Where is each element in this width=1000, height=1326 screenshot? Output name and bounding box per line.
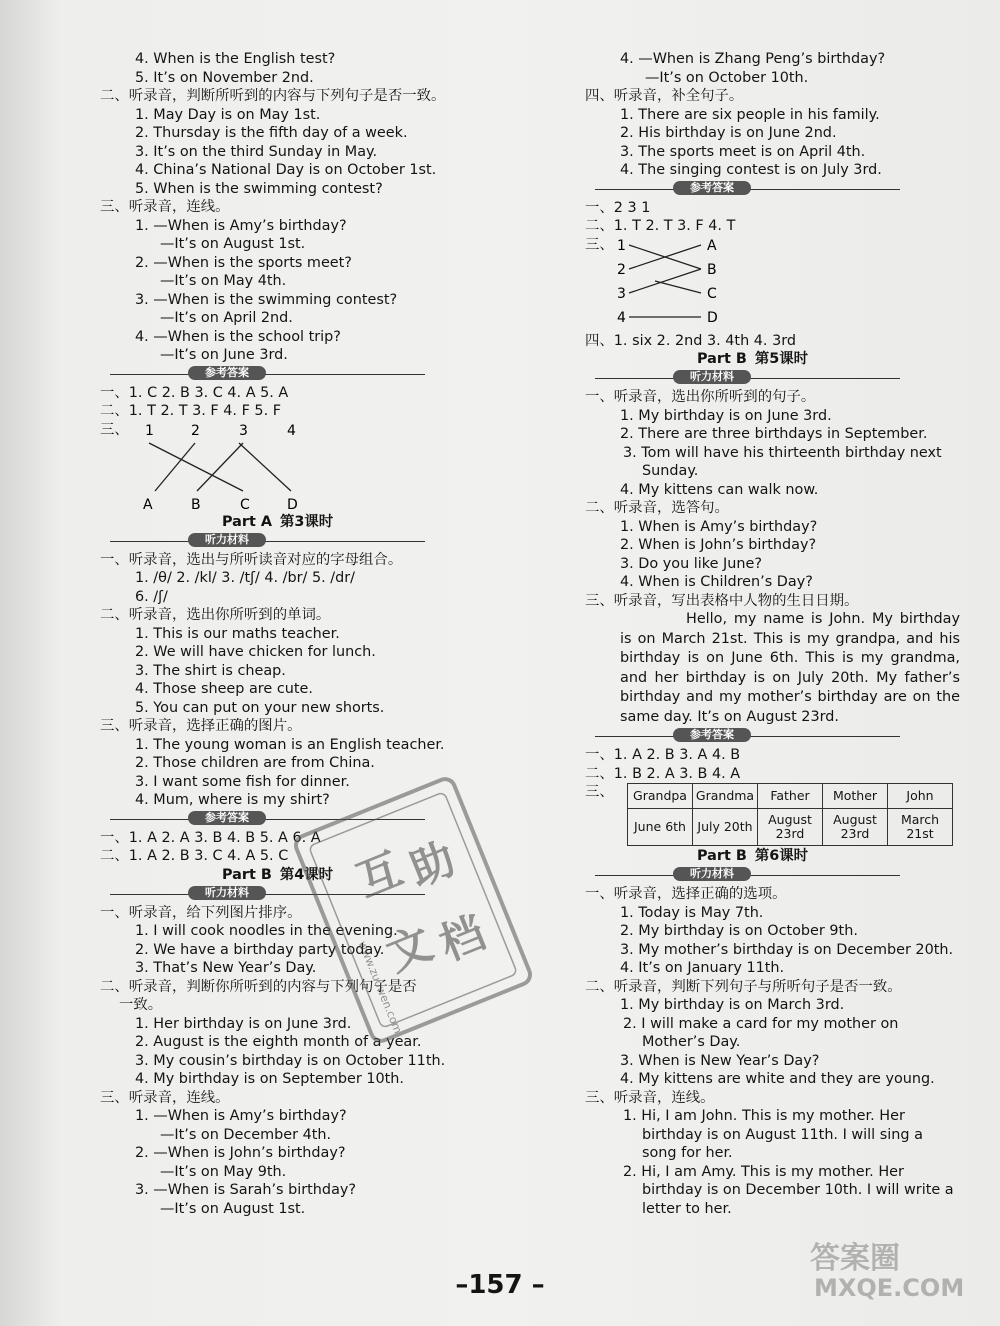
- listening-badge: 听力材料: [673, 867, 751, 881]
- listening-badge: 听力材料: [673, 370, 751, 384]
- text-line: —It’s on August 1st.: [160, 236, 306, 252]
- part-heading: [100, 513, 485, 532]
- section-title: 一、听录音，选出与所听读音对应的字母组合。: [100, 551, 403, 568]
- text-line: 4. The singing contest is on July 3rd.: [620, 162, 882, 178]
- text-line: 3. I want some fish for dinner.: [135, 773, 350, 790]
- divider-line: [110, 541, 425, 542]
- answer-line: 二、1. T 2. T 3. F 4. T: [585, 218, 736, 234]
- text-line: —It’s on May 9th.: [160, 1163, 287, 1180]
- part-heading: [585, 847, 960, 866]
- text-line: 1. The young woman is an English teacher.: [135, 736, 445, 753]
- match-line: [239, 443, 291, 491]
- text-line: 3. Do you like June?: [620, 555, 763, 572]
- section-title: 二、听录音，判断所听到的内容与下列句子是否一致。: [100, 88, 446, 104]
- match-letter: D: [707, 309, 718, 326]
- text-line: 2. August is the eighth month of a year.: [135, 1034, 422, 1050]
- text-line: 4. When is Children’s Day?: [620, 574, 813, 590]
- text-line: 2. We have a birthday party today.: [135, 941, 385, 958]
- section-title: 三、听录音，连线。: [100, 199, 230, 215]
- text-line: 1. My birthday is on March 3rd.: [620, 997, 845, 1013]
- text-line: 3. It’s on the third Sunday in May.: [135, 143, 378, 160]
- answer-line: 四、1. six 2. 2nd 3. 4th 4. 3rd: [585, 332, 797, 349]
- match-number: 3: [617, 285, 626, 302]
- part-heading: [585, 350, 960, 369]
- matching-diagram: [100, 421, 485, 513]
- match-line: [629, 269, 701, 293]
- answer-table-wrap: [585, 783, 960, 847]
- match-number: 1: [617, 237, 626, 254]
- match-number: 1: [145, 422, 154, 439]
- text-line: 4. —When is Zhang Peng’s birthday?: [620, 51, 886, 67]
- table-cell: July 20th: [693, 809, 758, 846]
- match-line: [149, 443, 243, 491]
- table-header: Grandpa: [628, 784, 693, 809]
- stamp-seal: [288, 770, 538, 1050]
- text-line: —It’s on June 3rd.: [160, 347, 288, 363]
- text-line: —It’s on December 4th.: [160, 1126, 332, 1143]
- answer-line: 一、1. A 2. B 3. A 4. B: [585, 747, 741, 763]
- text-line: 1. Her birthday is on June 3rd.: [135, 1015, 352, 1032]
- text-line: 1. /θ/ 2. /kl/ 3. /tʃ/ 4. /br/ 5. /dr/: [135, 570, 356, 586]
- text-line: 5. You can put on your new shorts.: [135, 699, 385, 716]
- answers-badge: 参考答案: [188, 811, 266, 825]
- section-title: 三、听录音，连线。: [585, 1089, 715, 1106]
- right-column: [585, 50, 960, 1218]
- listening-badge: 听力材料: [188, 533, 266, 547]
- text-line: 3. —When is the swimming contest?: [135, 291, 398, 308]
- text-line: 4. Those sheep are cute.: [135, 681, 313, 697]
- section-title: 二、听录音，选出你所听到的单词。: [100, 607, 331, 623]
- listening-badge: 听力材料: [188, 886, 266, 900]
- text-line: 2. Hi, I am Amy. This is my mother. Her birthday is on December 10th. I will write a letter to her.: [623, 1163, 954, 1217]
- text-line: 4. My birthday is on September 10th.: [135, 1071, 405, 1087]
- section-title: 一、听录音，选择正确的选项。: [585, 886, 787, 902]
- answers-divider: [585, 180, 960, 199]
- watermark-url: MXQE.COM: [814, 1274, 965, 1302]
- text-line: 3. When is New Year’s Day?: [620, 1052, 820, 1069]
- text-line: 3. My cousin’s birthday is on October 11th.: [135, 1052, 446, 1069]
- match-line: [155, 443, 195, 491]
- text-line: 1. This is our maths teacher.: [135, 625, 340, 642]
- answers-badge: 参考答案: [188, 366, 266, 380]
- lesson-label: 第4课时: [279, 866, 334, 883]
- text-line: 3. —When is Sarah’s birthday?: [135, 1182, 357, 1198]
- text-line: 4. My kittens are white and they are young.: [620, 1071, 935, 1087]
- table-header: Mother: [823, 784, 888, 809]
- part-label: Part B: [222, 866, 272, 883]
- table-header: Grandma: [693, 784, 758, 809]
- text-line: 3. My mother’s birthday is on December 20th.: [620, 941, 954, 958]
- stamp-char: 互: [349, 843, 410, 908]
- section-title: 三、听录音，选择正确的图片。: [100, 718, 302, 734]
- answer-line: 一、1. C 2. B 3. C 4. A 5. A: [100, 384, 289, 401]
- text-line: 4. China’s National Day is on October 1st.: [135, 162, 437, 178]
- answers-badge: 参考答案: [673, 728, 751, 742]
- text-line: 3. The shirt is cheap.: [135, 662, 286, 679]
- match-letter: B: [707, 261, 717, 278]
- answer-label: 三、: [100, 421, 129, 438]
- match-letter: B: [191, 496, 201, 513]
- answers-divider: [100, 365, 485, 384]
- stamp-char: 文: [379, 917, 440, 982]
- lesson-label: 第3课时: [280, 513, 334, 530]
- text-line: 3. The sports meet is on April 4th.: [620, 143, 866, 160]
- text-line: 4. —When is the school trip?: [135, 328, 341, 345]
- stamp-char: 助: [402, 833, 463, 897]
- answers-badge: 参考答案: [673, 181, 751, 195]
- text-line: 4. Mum, where is my shirt?: [135, 792, 330, 808]
- text-line: —It’s on October 10th.: [645, 69, 809, 86]
- text-line: 2. —When is the sports meet?: [135, 254, 352, 271]
- answer-line: 二、1. B 2. A 3. B 4. A: [585, 765, 741, 782]
- section-title: 一、听录音，给下列图片排序。: [100, 904, 302, 921]
- text-line: 4. It’s on January 11th.: [620, 960, 785, 976]
- matching-lines: [615, 236, 775, 332]
- matching-diagram: [585, 236, 960, 332]
- answer-table: [627, 783, 953, 846]
- text-line: 2. There are three birthdays in September.: [620, 426, 928, 442]
- text-line: —It’s on May 4th.: [160, 273, 287, 289]
- match-letter: A: [707, 237, 717, 254]
- match-number: 2: [191, 422, 200, 439]
- matching-lines: [135, 421, 395, 513]
- part-label: Part B: [697, 351, 747, 367]
- answer-label: 三、: [585, 784, 614, 800]
- text-line: 2. —When is John’s birthday?: [135, 1145, 346, 1161]
- match-letter: C: [240, 496, 250, 513]
- stamp-url: www.zuowen.com: [355, 939, 405, 1036]
- section-title: 四、听录音，补全句子。: [585, 88, 744, 104]
- text-line: 3. That’s New Year’s Day.: [135, 960, 317, 976]
- match-line: [197, 443, 243, 491]
- text-line: 1. I will cook noodles in the evening.: [135, 923, 398, 939]
- match-line: [195, 443, 291, 491]
- answers-divider: [585, 727, 960, 746]
- table-cell: June 6th: [628, 809, 693, 846]
- match-number: 4: [617, 309, 626, 326]
- text-line: 2. Thursday is the fifth day of a week.: [135, 125, 408, 141]
- answer-label: 三、: [585, 236, 614, 253]
- lesson-label: 第6课时: [754, 848, 809, 864]
- match-letter: D: [287, 496, 298, 513]
- table-cell: March 21st: [888, 809, 953, 846]
- text-line: 1. May Day is on May 1st.: [135, 106, 321, 123]
- passage: Hello, my name is John. My birthday is on March 21st. This is my grandpa, and his birthday is on June 6th. This is my grandma, and her birthday is on July 20th. My father’s birthday and my mother’s birthday are on the same day. It’s on August 23rd.: [620, 611, 960, 725]
- text-line: 1. My birthday is on June 3rd.: [620, 407, 832, 424]
- text-line: 4. My kittens can walk now.: [620, 481, 819, 498]
- text-line: 1. Today is May 7th.: [620, 904, 764, 921]
- page-number: –157 –: [455, 1270, 545, 1300]
- section-title: 二、听录音，判断你所听到的内容与下列句子是否: [100, 978, 417, 995]
- text-line: —It’s on April 2nd.: [160, 310, 293, 326]
- section-title: 二、听录音，判断下列句子与所听句子是否一致。: [585, 978, 902, 995]
- stamp-char: 档: [432, 907, 493, 971]
- match-letter: A: [143, 496, 153, 513]
- text-line: 5. It’s on November 2nd.: [135, 69, 314, 86]
- text-line: 2. I will make a card for my mother on Mother’s Day.: [623, 1015, 899, 1050]
- section-title: 二、听录音，选答句。: [585, 500, 729, 516]
- table-header: Father: [758, 784, 823, 809]
- divider-line: [110, 374, 425, 375]
- listening-divider: [585, 866, 960, 885]
- text-line: 3. Tom will have his thirteenth birthday next Sunday.: [623, 444, 942, 479]
- table-header: John: [888, 784, 953, 809]
- answer-line: 二、1. A 2. B 3. C 4. A 5. C: [100, 848, 289, 864]
- answer-line: 一、2 3 1: [585, 199, 651, 216]
- text-line: —It’s on August 1st.: [160, 1200, 306, 1217]
- watermark-title: 答案圈: [810, 1241, 900, 1276]
- part-label: Part B: [697, 848, 747, 864]
- text-line: 1. —When is Amy’s birthday?: [135, 217, 347, 234]
- text-line: 2. Those children are from China.: [135, 755, 375, 771]
- listening-divider: [585, 369, 960, 388]
- text-line: 4. When is the English test?: [135, 51, 336, 67]
- listening-divider: [100, 532, 485, 551]
- match-number: 2: [617, 261, 626, 278]
- section-title: 三、听录音，写出表格中人物的生日日期。: [585, 592, 859, 609]
- table-cell: August 23rd: [758, 809, 823, 846]
- match-line: [655, 281, 701, 293]
- text-line: 2. My birthday is on October 9th.: [620, 923, 858, 939]
- section-title: 三、听录音，连线。: [100, 1089, 230, 1106]
- text-line: 2. His birthday is on June 2nd.: [620, 125, 837, 141]
- lesson-label: 第5课时: [754, 351, 809, 367]
- text-line: 5. When is the swimming contest?: [135, 180, 383, 197]
- text-line: 1. When is Amy’s birthday?: [620, 518, 818, 535]
- match-letter: C: [707, 285, 717, 302]
- table-cell: August 23rd: [823, 809, 888, 846]
- section-title-cont: 一致。: [119, 997, 163, 1013]
- section-title: 一、听录音，选出你所听到的句子。: [585, 389, 816, 405]
- match-line: [195, 443, 291, 491]
- text-line: 6. /ʃ/: [135, 588, 168, 605]
- text-line: 2. We will have chicken for lunch.: [135, 644, 376, 660]
- match-number: 4: [287, 422, 296, 439]
- text-line: 1. —When is Amy’s birthday?: [135, 1108, 347, 1124]
- text-line: 1. Hi, I am John. This is my mother. Her birthday is on August 11th. I will sing a song for her.: [623, 1108, 923, 1161]
- answer-line: 二、1. T 2. T 3. F 4. F 5. F: [100, 403, 282, 419]
- text-line: 2. When is John’s birthday?: [620, 537, 817, 553]
- text-line: 1. There are six people in his family.: [620, 106, 880, 123]
- answer-line: 一、1. A 2. A 3. B 4. B 5. A 6. A: [100, 829, 321, 846]
- part-label: Part A: [222, 513, 272, 530]
- match-number: 3: [239, 422, 248, 439]
